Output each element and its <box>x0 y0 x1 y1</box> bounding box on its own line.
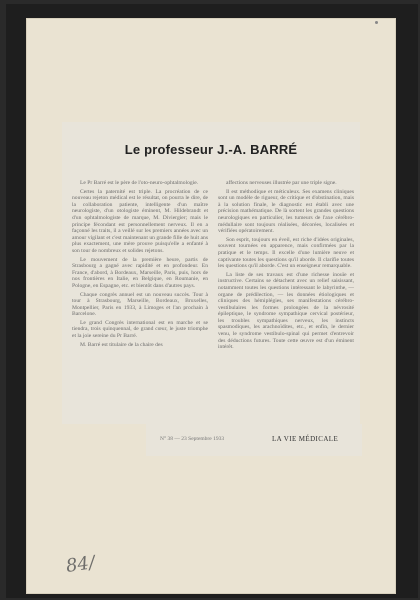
paragraph: Chaque congrès annuel est un nouveau succès. Tour à tour à Strasbourg, Marseille, Bordeaux, Bruxelles, Montpellier, Paris en 1933, à Limoges et l'an prochain à Barcelone. <box>72 291 208 318</box>
journal-name: LA VIE MÉDICALE <box>272 435 339 443</box>
paragraph: M. Barré est titulaire de la chaire des <box>80 341 163 348</box>
handwritten-annotation: 84/ <box>64 552 97 577</box>
article-clipping <box>62 122 360 424</box>
paragraph: Le grand Congrès international est en marche et se tiendra, trois quinquennal, de grand cœur, le juste triomphe et la joie sereine du Pr Barré. <box>72 319 208 340</box>
right-column <box>218 180 354 420</box>
paragraph: La liste de ses travaux est d'une richesse inouïe et instructive. Certains se détachent avec un relief saisissant, notamment toutes les questions intéressant le labyrinthe, — organe de prédilection, — les données étiologiques et cliniques des hémiplégies, ses manifestations cérébro-vestibulaires les formes prolongées de la névrosité épileptique, le syndrome sympathique cervical postérieur, les troubles sympathiques nerveux, les instincts spasmodiques, les arachnoïdites, etc., et enfin, le dernier venu, le syndrome vestibulo-spinal qui permet d'entrevoir des déductions futures. Toute cette œuvre est d'un éminent intérêt. <box>218 271 354 351</box>
paragraph: Son esprit, toujours en éveil, est riche d'idées originales, souvent tournées en apparence, mais confirmées par la pratique et le temps. Il excelle d'une lumière neuve et captivante toutes les questions qu'il aborde. Il clarifie toutes les questions qu'il aborde. C'est un enseigneur remarquable. <box>218 236 354 270</box>
pin-mark <box>375 21 378 24</box>
scan-background <box>6 4 418 598</box>
left-column <box>72 180 208 420</box>
paragraph: Certes la paternité est triple. La procréation de ce nouveau rejeton médical est le résultat, on pourra le dire, de la collaboration patiente, intelligente d'un maître neurologiste, d'un otologiste éminent, M. Hildebrandt et d'un ophtalmologiste de marque, M. Diviergier; mais le principe fécondant est personnellement nerveux. Il en a façonné les traits, il a veillé sur les premiers années avec un amour vigilant et c'est maintenant un grande fille de huit ans plus exactement, une mère prouve puisqu'elle a enfanté à son tour de nombreux et solides rejetons. <box>72 188 208 254</box>
source-clipping <box>146 424 362 456</box>
paragraph: Le Pr Barré est le père de l'oto-neuro-ophtalmologie. <box>80 180 199 186</box>
paragraph: Le mouvement de la première heure, partis de Strasbourg a gagné avec rapidité et en profondeur. En France, d'abord, à Bordeaux, Marseille, Paris, puis, hors de nos frontières en Italie, en Belgique, en Roumanie, en Pologne, en Espagne, etc. et bientôt dans d'autres pays. <box>72 256 208 289</box>
article-title: Le professeur J.-A. BARRÉ <box>124 142 298 157</box>
paragraph: Il est méthodique et méticuleux. Ses examens cliniques sont un modèle de rigueur, de critique et d'obstination, mais à la solution finale, le diagnostic est établi avec une précision mathématique. De là sortent les grandes questions neurologiques en particulier, les tumeurs de l'axe cérébro-médullaire sont toujours réalisées, décorées, localisées et vérifiées opératoirement. <box>218 188 354 235</box>
archive-sheet <box>26 18 396 594</box>
issue-number: N° 38 — 23 Septembre 1933 <box>160 436 225 442</box>
paragraph: affections nerveuses illustrée par une triple signe. <box>226 180 337 186</box>
